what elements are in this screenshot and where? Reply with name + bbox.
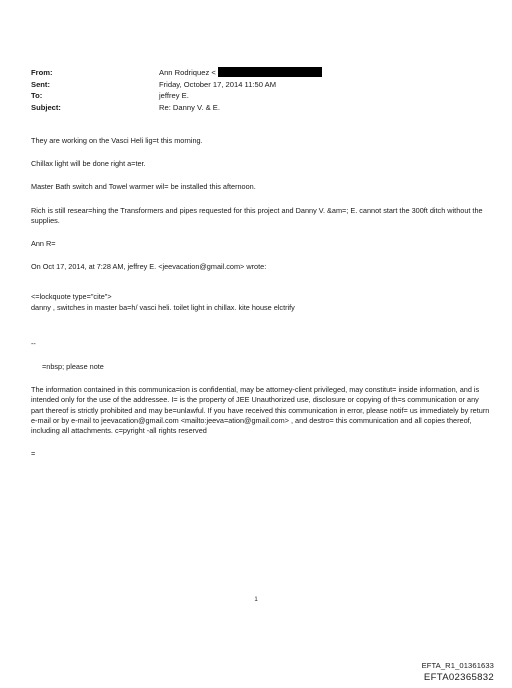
sent-row xyxy=(31,79,322,91)
quote-intro: On Oct 17, 2014, at 7:28 AM, jeffrey E. <jeevacation@gmail.com> wrote: xyxy=(31,262,267,272)
confidentiality-notice: The information contained in this communica=ion is confidential, may be attorney-client privileged, may constitut= inside information, and is intended only for the use of the addressee. I= is the property of JEE Unauthorized use, disclosure or copying of th=s communication or any part thereof is strictly prohibited and may be=unlawful. If you have received this communication in error, please notif= us immediately by return e-mail or by e-mail to jeevacation@gmail.com <mailto:jeeva=ation@gmail.com> , and destro= this communication and all copies thereof, including all attachments. c=pyright -all rights reserved xyxy=(31,385,490,436)
bates-stamp-secondary: EFTA02365832 xyxy=(423,672,494,683)
from-row xyxy=(31,67,322,79)
sent-label: Sent: xyxy=(31,79,50,89)
note-line: =nbsp; please note xyxy=(42,362,104,372)
body-paragraph-3: Master Bath switch and Towel warmer wil= be installed this afternoon. xyxy=(31,182,256,192)
email-body xyxy=(31,136,491,459)
trailing-mark: = xyxy=(31,449,36,459)
redaction-bar xyxy=(218,67,322,77)
subject-row xyxy=(31,102,322,114)
body-paragraph-4: Rich is still resear=hing the Transformers and pipes requested for this project and Danny V. &am=; E. cannot start the 300ft ditch without the supplies. xyxy=(31,205,483,225)
to-label: To: xyxy=(31,91,43,101)
to-value: jeffrey E. xyxy=(159,91,189,101)
body-paragraph-2: Chillax light will be done right a=ter. xyxy=(31,159,146,169)
page-number: 1 xyxy=(254,597,258,603)
subject-label: Subject: xyxy=(31,102,61,112)
separator: -- xyxy=(31,338,36,348)
blockquote-tag: <=lockquote type="cite"> xyxy=(31,292,112,302)
sent-value: Friday, October 17, 2014 11:50 AM xyxy=(159,79,277,89)
quoted-message: danny , switches in master ba=h/ vasci heli. toilet light in chillax. kite house elctrify xyxy=(31,302,295,312)
to-row xyxy=(31,90,322,102)
email-header xyxy=(31,67,322,113)
from-value xyxy=(159,67,322,79)
body-paragraph-1: They are working on the Vasci Heli lig=t this morning. xyxy=(31,136,203,145)
signature: Ann R= xyxy=(31,239,56,249)
from-label: From: xyxy=(31,68,53,77)
subject-value: Re: Danny V. & E. xyxy=(159,102,220,112)
from-name: Ann Rodriquez < xyxy=(159,68,216,77)
bates-stamp-primary: EFTA_R1_01361633 xyxy=(421,661,494,670)
